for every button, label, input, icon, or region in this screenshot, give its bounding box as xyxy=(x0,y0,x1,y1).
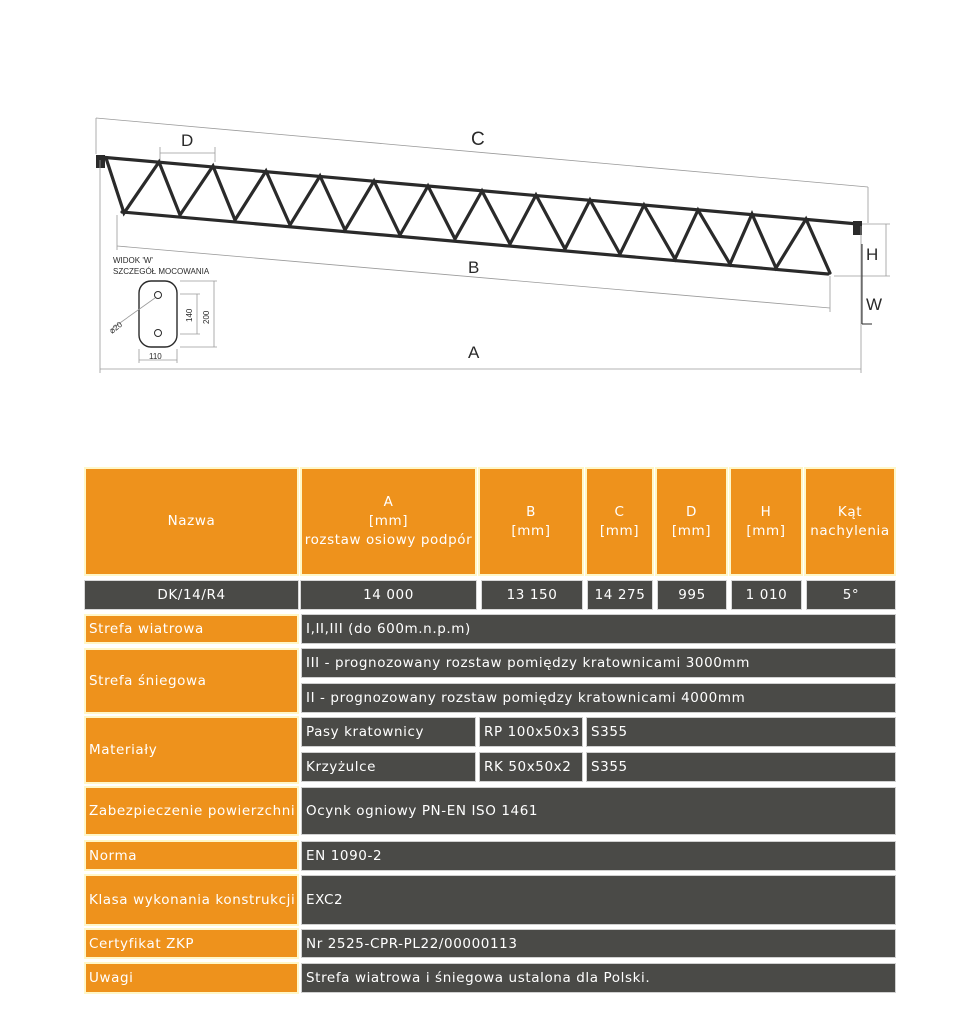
row-name: DK/14/R4 xyxy=(84,580,299,610)
material-2-name: Krzyżulce xyxy=(301,752,476,782)
protection-value: Ocynk ogniowy PN-EN ISO 1461 xyxy=(301,787,896,835)
mounting-detail-dims xyxy=(107,281,217,363)
header-h: H [mm] xyxy=(729,467,803,576)
dim-200: 200 xyxy=(202,310,211,324)
row-angle: 5° xyxy=(806,580,896,610)
material-1-name: Pasy kratownicy xyxy=(301,717,476,747)
label-b: B xyxy=(468,258,480,277)
mounting-detail xyxy=(139,281,177,347)
cert-label: Certyfikat ZKP xyxy=(84,928,299,959)
header-c: C [mm] xyxy=(585,467,654,576)
notes-value: Strefa wiatrowa i śniegowa ustalona dla Polski. xyxy=(301,963,896,993)
exec-class-label: Klasa wykonania konstrukcji xyxy=(84,874,299,926)
material-2-grade: S355 xyxy=(586,752,896,782)
snow-zone-label: Strefa śniegowa xyxy=(84,648,299,714)
materials-label: Materiały xyxy=(84,716,299,784)
dim-140: 140 xyxy=(185,308,194,322)
header-b: B [mm] xyxy=(478,467,584,576)
dim-diameter: ⌀20 xyxy=(107,320,125,336)
norm-label: Norma xyxy=(84,840,299,871)
snow-zone-value-2: II - prognozowany rozstaw pomiędzy kratownicami 4000mm xyxy=(301,683,896,713)
header-d: D [mm] xyxy=(655,467,728,576)
truss xyxy=(100,157,858,274)
material-1-profile: RP 100x50x3 xyxy=(479,717,583,747)
material-1-grade: S355 xyxy=(586,717,896,747)
header-name: Nazwa xyxy=(84,467,299,576)
detail-subtitle: SZCZEGÓŁ MOCOWANIA xyxy=(113,267,210,276)
norm-value: EN 1090-2 xyxy=(301,841,896,871)
header-angle: Kąt nachylenia xyxy=(804,467,896,576)
label-w: W xyxy=(866,295,883,314)
wind-zone-label: Strefa wiatrowa xyxy=(84,614,299,644)
snow-zone-value-1: III - prognozowany rozstaw pomiędzy kratownicami 3000mm xyxy=(301,648,896,678)
left-support-plate xyxy=(96,155,105,168)
material-2-profile: RK 50x50x2 xyxy=(479,752,583,782)
cert-value: Nr 2525-CPR-PL22/00000113 xyxy=(301,929,896,958)
label-h: H xyxy=(866,245,879,264)
label-a: A xyxy=(468,343,480,362)
row-h: 1 010 xyxy=(731,580,802,610)
protection-label: Zabezpieczenie powierzchni xyxy=(84,786,299,836)
exec-class-value: EXC2 xyxy=(301,875,896,925)
notes-label: Uwagi xyxy=(84,962,299,994)
row-d: 995 xyxy=(657,580,727,610)
truss-drawing xyxy=(0,0,956,450)
row-c: 14 275 xyxy=(587,580,653,610)
row-b: 13 150 xyxy=(481,580,583,610)
row-a: 14 000 xyxy=(300,580,477,610)
header-a: A [mm] rozstaw osiowy podpór xyxy=(300,467,477,576)
label-c: C xyxy=(471,129,485,150)
wind-zone-value: I,II,III (do 600m.n.p.m) xyxy=(301,614,896,644)
dim-110: 110 xyxy=(149,352,162,361)
label-d: D xyxy=(181,131,194,150)
detail-view-title: WIDOK 'W' xyxy=(113,256,153,265)
